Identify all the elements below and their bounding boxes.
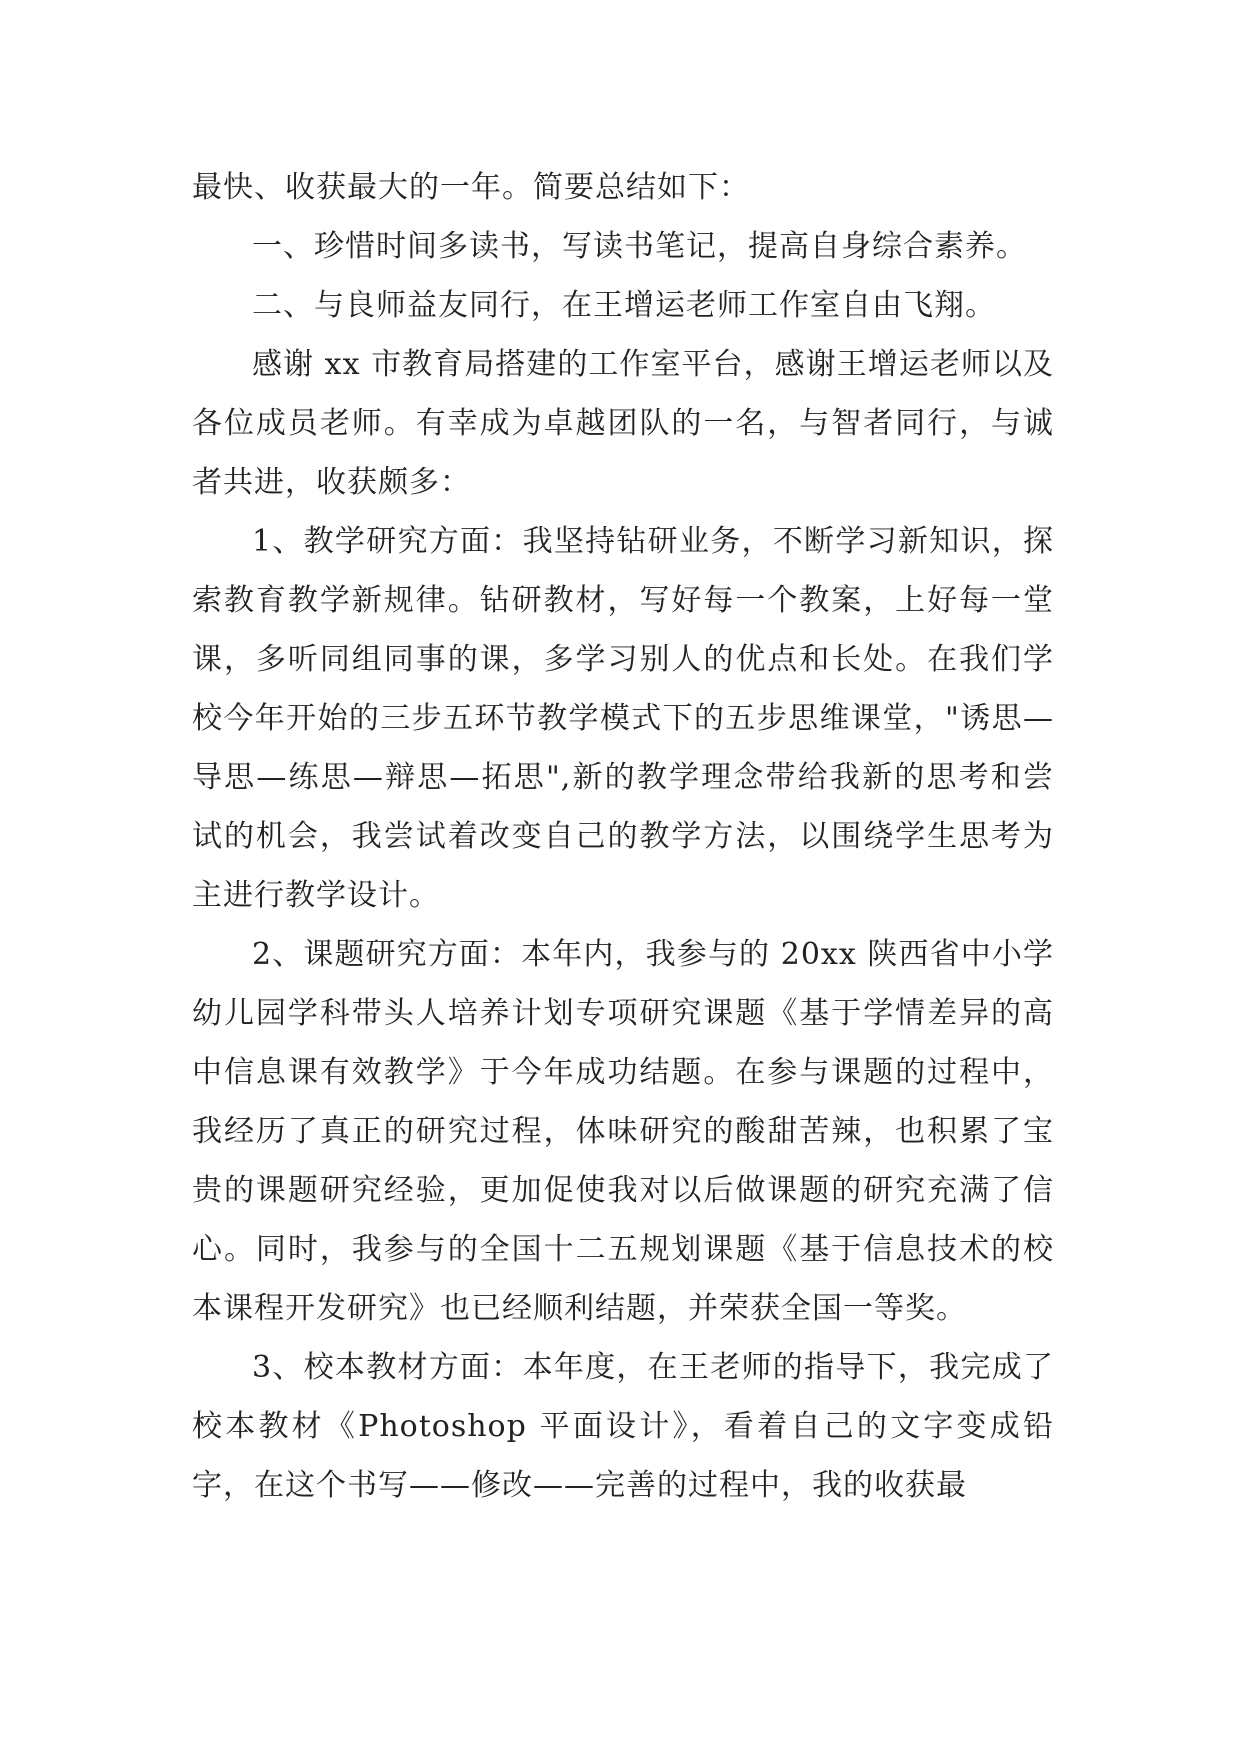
paragraph-point-one: 一、珍惜时间多读书，写读书笔记，提高自身综合素养。 — [252, 229, 1027, 264]
paragraph-thanks: 感谢 xx 市教育局搭建的工作室平台，感谢王增运老师以及各位成员老师。有幸成为卓越团队的一名，与智者同行，与诚者共进，收获颇多： — [192, 347, 1054, 500]
paragraph-point-two: 二、与良师益友同行，在王增运老师工作室自由飞翔。 — [252, 288, 996, 323]
paragraph-intro: 最快、收获最大的一年。简要总结如下： — [192, 170, 750, 205]
paragraph-topic-research: 2、课题研究方面：本年内，我参与的 20xx 陕西省中小学幼儿园学科带头人培养计划专项研究课题《基于学情差异的高中信息课有效教学》于今年成功结题。在参与课题的过程中，我经历了真正的研究过程，体味研究的酸甜苦辣，也积累了宝贵的课题研究经验，更加促使我对以后做课题的研究充满了信心。同时，我参与的全国十二五规划课题《基于信息技术的校本课程开发研究》也已经顺利结题，并荣获全国一等奖。 — [192, 937, 1054, 1326]
document-body — [192, 158, 1054, 1515]
paragraph-school-textbook: 3、校本教材方面：本年度，在王老师的指导下，我完成了校本教材《Photoshop 平面设计》，看着自己的文字变成铅字，在这个书写——修改——完善的过程中，我的收获最 — [192, 1350, 1054, 1503]
paragraph-teaching-research: 1、教学研究方面：我坚持钻研业务，不断学习新知识，探索教育教学新规律。钻研教材，写好每一个教案，上好每一堂课，多听同组同事的课，多学习别人的优点和长处。在我们学校今年开始的三步五环节教学模式下的五步思维课堂，"诱思—导思—练思—辩思—拓思",新的教学理念带给我新的思考和尝试的机会，我尝试着改变自己的教学方法，以围绕学生思考为主进行教学设计。 — [192, 524, 1054, 913]
